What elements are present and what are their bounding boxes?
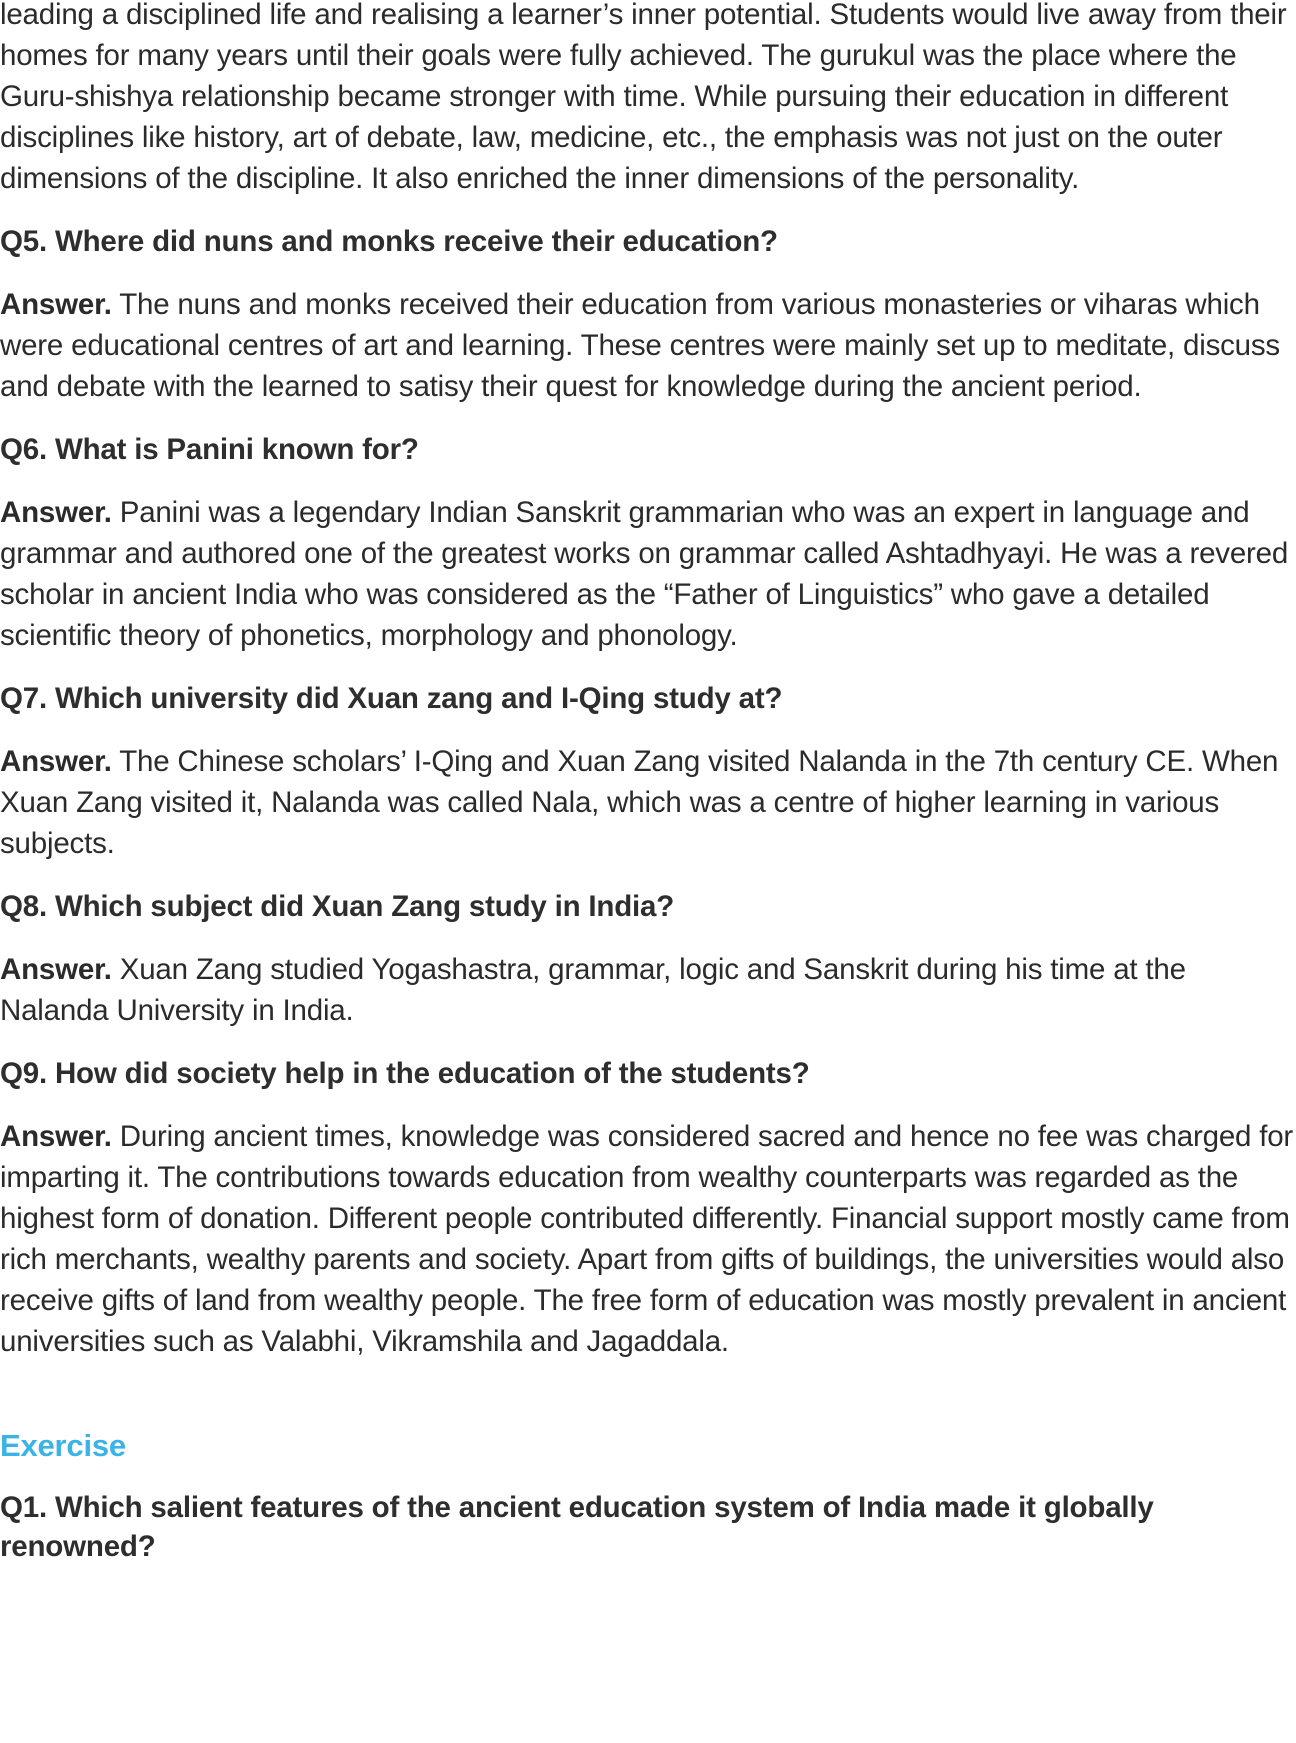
answer-label: Answer. [0,745,112,778]
answer-label: Answer. [0,288,112,321]
exercise-heading: Exercise [0,1428,126,1463]
answer-q5 [0,284,1296,407]
answer-text: During ancient times, knowledge was considered sacred and hence no fee was charged for imparting it. The contributions towards education from wealthy counterparts was regarded as the highest form of donation. Different people contributed differently. Financial support mostly came from rich merchants, wealthy parents and society. Apart from gifts of buildings, the universities would also receive gifts of land from wealthy people. The free form of education was mostly prevalent in ancient universities such as Valabhi, Vikramshila and Jagaddala. [0,1120,1294,1358]
answer-text: Xuan Zang studied Yogashastra, grammar, logic and Sanskrit during his time at the Nalanda University in India. [0,953,1186,1027]
answer-text: The nuns and monks received their education from various monasteries or viharas which were educational centres of art and learning. These centres were mainly set up to meditate, discuss and debate with the learned to satisy their quest for knowledge during the ancient period. [0,288,1280,403]
question-q8: Q8. Which subject did Xuan Zang study in India? [0,890,675,923]
answer-label: Answer. [0,1120,112,1153]
answer-label: Answer. [0,496,112,529]
answer-label: Answer. [0,953,112,986]
answer-q7 [0,741,1296,864]
answer-text: Panini was a legendary Indian Sanskrit grammarian who was an expert in language and grammar and authored one of the greatest works on grammar called Ashtadhyayi. He was a revered scholar in ancient India who was considered as the “Father of Linguistics” who gave a detailed scientific theory of phonetics, morphology and phonology. [0,496,1289,652]
question-q5: Q5. Where did nuns and monks receive their education? [0,225,778,258]
question-q6: Q6. What is Panini known for? [0,433,419,466]
intro-paragraph: leading a disciplined life and realising a learner’s inner potential. Students would live away from their homes for many years until their goals were fully achieved. The gurukul was the place where the Guru-shishya relationship became stronger with time. While pursuing their education in different disciplines like history, art of debate, law, medicine, etc., the emphasis was not just on the outer dimensions of the discipline. It also enriched the inner dimensions of the personality. [0,0,1287,195]
answer-q9 [0,1116,1296,1362]
question-q7: Q7. Which university did Xuan zang and I-Qing study at? [0,682,783,715]
exercise-question-q1: Q1. Which salient features of the ancient education system of India made it globally renowned? [0,1491,1154,1563]
question-q9: Q9. How did society help in the education of the students? [0,1057,810,1090]
answer-q6 [0,492,1296,656]
answer-q8 [0,949,1296,1031]
answer-text: The Chinese scholars’ I-Qing and Xuan Zang visited Nalanda in the 7th century CE. When Xuan Zang visited it, Nalanda was called Nala, which was a centre of higher learning in various subjects. [0,745,1279,860]
